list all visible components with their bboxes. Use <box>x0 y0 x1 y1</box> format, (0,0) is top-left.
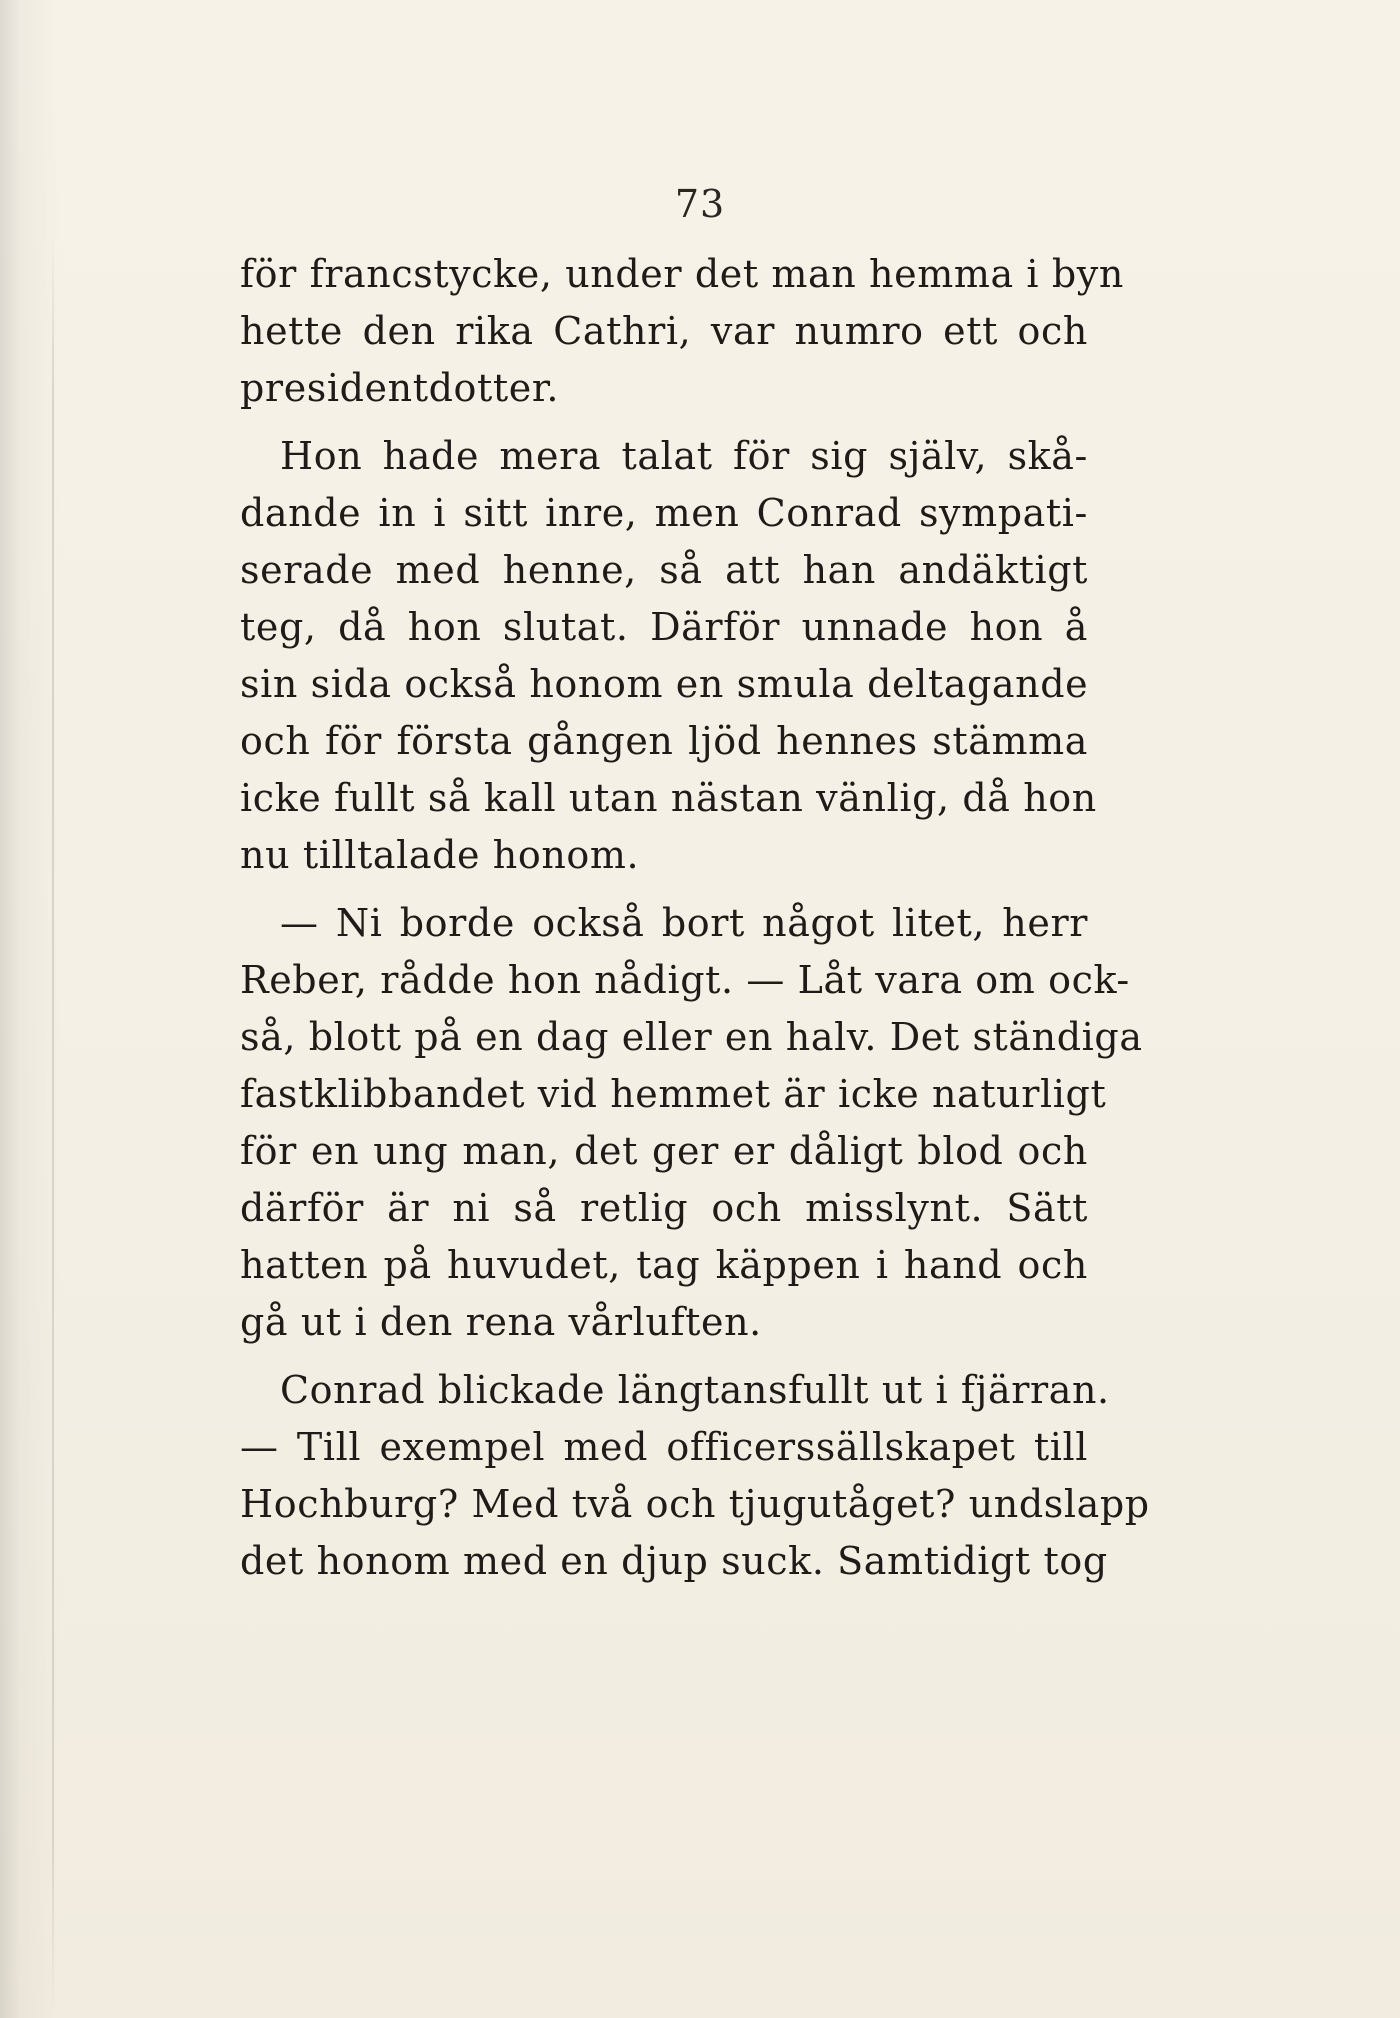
text-line: teg, då hon slutat. Därför unnade hon å <box>240 605 1088 649</box>
text-line: och för första gången ljöd hennes stämma <box>240 719 1088 763</box>
text-line: Hon hade mera talat för sig själv, skå- <box>280 434 1088 478</box>
paragraph-gap <box>240 884 1088 895</box>
text-line: serade med henne, så att han andäktigt <box>240 548 1088 592</box>
text-line: därför är ni så retlig och misslynt. Sätt <box>240 1186 1088 1230</box>
text-line: presidentdotter. <box>240 366 560 410</box>
text-line: — Till exempel med officerssällskapet till <box>240 1425 1088 1469</box>
page-number: 73 <box>674 182 726 226</box>
text-line: Conrad blickade längtansfullt ut i fjärran. <box>280 1368 1110 1412</box>
text-line: sin sida också honom en smula deltagande <box>240 662 1089 706</box>
page-gutter-shadow <box>52 230 54 2018</box>
text-line: dande in i sitt inre, men Conrad sympati- <box>240 491 1088 535</box>
text-line: nu tilltalade honom. <box>240 833 640 877</box>
text-line: Hochburg? Med två och tjugutåget? undslapp <box>240 1482 1150 1526</box>
text-line: hette den rika Cathri, var numro ett och <box>240 309 1088 353</box>
text-line: fastklibbandet vid hemmet är icke naturligt <box>240 1072 1107 1116</box>
text-line: icke fullt så kall utan nästan vänlig, då hon <box>240 776 1097 820</box>
text-line: — Ni borde också bort något litet, herr <box>280 901 1088 945</box>
text-line: det honom med en djup suck. Samtidigt tog <box>240 1539 1108 1583</box>
paragraph-gap <box>240 1351 1088 1362</box>
text-line: gå ut i den rena vårluften. <box>240 1300 762 1344</box>
text-line: Reber, rådde hon nådigt. — Låt vara om ock- <box>240 958 1130 1002</box>
body-text <box>240 246 1150 1590</box>
text-line: för francstycke, under det man hemma i byn <box>240 252 1124 296</box>
text-line: så, blott på en dag eller en halv. Det ständiga <box>240 1015 1143 1059</box>
paragraph-gap <box>240 417 1088 428</box>
text-line: för en ung man, det ger er dåligt blod och <box>240 1129 1088 1173</box>
text-line: hatten på huvudet, tag käppen i hand och <box>240 1243 1088 1287</box>
